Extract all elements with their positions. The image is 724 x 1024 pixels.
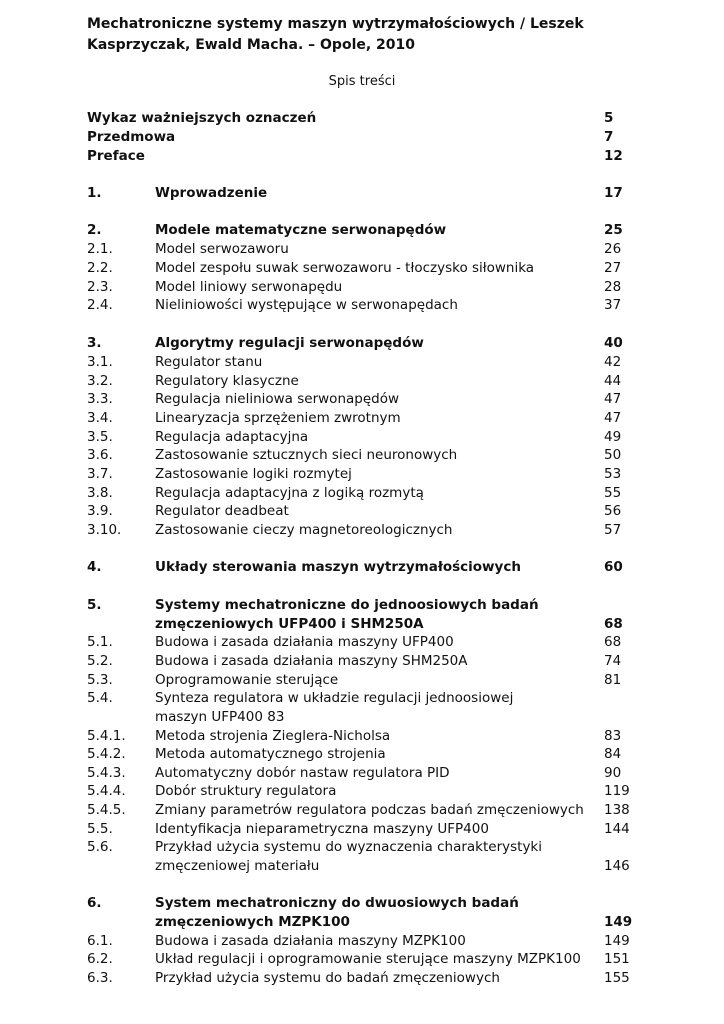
entry-title: Przedmowa: [87, 129, 176, 145]
entry-page: 60: [604, 559, 623, 575]
entry-number: 2.1.: [87, 241, 113, 257]
entry-page: 12: [604, 148, 623, 164]
entry-number: 5.4.3.: [87, 765, 126, 781]
entry-number: 3.3.: [87, 391, 113, 407]
entry-title-continued: zmęczeniowych UFP400 i SHM250A: [155, 616, 424, 632]
entry-page: 28: [604, 279, 622, 295]
entry-number: 3.6.: [87, 447, 113, 463]
entry-page: 57: [604, 522, 622, 538]
entry-number: 3.10.: [87, 522, 122, 538]
entry-page: 55: [604, 485, 622, 501]
entry-title: Zastosowanie logiki rozmytej: [155, 466, 352, 482]
entry-title: Budowa i zasada działania maszyny SHM250A: [155, 653, 468, 669]
entry-title: Oprogramowanie sterujące: [155, 672, 339, 688]
entry-title: Wprowadzenie: [155, 185, 268, 201]
entry-number: 4.: [87, 559, 102, 575]
entry-title: Układ regulacji i oprogramowanie sterujące maszyny MZPK100: [155, 951, 581, 967]
entry-page: 47: [604, 391, 622, 407]
entry-title: Dobór struktury regulatora: [155, 783, 337, 799]
title-line-1: Mechatroniczne systemy maszyn wytrzymałościowych / Leszek: [87, 16, 584, 32]
entry-page: 151: [604, 951, 630, 967]
entry-number: 3.4.: [87, 410, 113, 426]
entry-number: 2.3.: [87, 279, 113, 295]
entry-page: 44: [604, 373, 622, 389]
entry-number: 6.1.: [87, 933, 113, 949]
entry-title: Algorytmy regulacji serwonapędów: [155, 335, 424, 351]
entry-page: 84: [604, 746, 622, 762]
entry-number: 5.1.: [87, 634, 113, 650]
toc-heading: Spis treści: [328, 74, 396, 89]
entry-title-continued: zmęczeniowej materiału: [155, 858, 320, 874]
entry-number: 3.1.: [87, 354, 113, 370]
entry-page: 144: [604, 821, 630, 837]
entry-page: 90: [604, 765, 622, 781]
entry-number: 2.2.: [87, 260, 113, 276]
entry-page: 40: [604, 335, 623, 351]
entry-title: Regulator stanu: [155, 354, 263, 370]
entry-number: 5.6.: [87, 839, 113, 855]
entry-page: 17: [604, 185, 623, 201]
entry-page: 26: [604, 241, 622, 257]
entry-title: Budowa i zasada działania maszyny MZPK100: [155, 933, 466, 949]
entry-page: 47: [604, 410, 622, 426]
entry-number: 6.: [87, 895, 102, 911]
entry-title: Linearyzacja sprzężeniem zwrotnym: [155, 410, 401, 426]
entry-title: Model serwozaworu: [155, 241, 289, 257]
entry-number: 6.2.: [87, 951, 113, 967]
entry-page: 53: [604, 466, 622, 482]
entry-number: 5.4.: [87, 690, 113, 706]
entry-title: Model zespołu suwak serwozaworu - tłoczysko siłownika: [155, 260, 535, 276]
entry-page: 119: [604, 783, 630, 799]
entry-number: 5.: [87, 597, 102, 613]
entry-title: Identyfikacja nieparametryczna maszyny UFP400: [155, 821, 489, 837]
entry-number: 3.9.: [87, 503, 113, 519]
entry-title: Systemy mechatroniczne do jednoosiowych badań: [155, 597, 539, 613]
entry-page: 68: [604, 616, 623, 632]
entry-number: 5.3.: [87, 672, 113, 688]
entry-page: 37: [604, 297, 622, 313]
entry-title: Zastosowanie cieczy magnetoreologicznych: [155, 522, 453, 538]
entry-number: 5.4.2.: [87, 746, 126, 762]
entry-title: Zastosowanie sztucznych sieci neuronowych: [155, 447, 458, 463]
entry-page: 83: [604, 728, 622, 744]
entry-title-continued: maszyn UFP400 83: [155, 709, 285, 725]
entry-number: 5.4.1.: [87, 728, 126, 744]
entry-page: 49: [604, 429, 622, 445]
entry-page: 25: [604, 222, 623, 238]
entry-title: Regulatory klasyczne: [155, 373, 299, 389]
entry-page: 138: [604, 802, 630, 818]
entry-title: Regulator deadbeat: [155, 503, 289, 519]
entry-page: 149: [604, 914, 633, 930]
entry-number: 3.7.: [87, 466, 113, 482]
entry-title: Wykaz ważniejszych oznaczeń: [87, 110, 317, 126]
entry-number: 2.4.: [87, 297, 113, 313]
entry-title: Model liniowy serwonapędu: [155, 279, 343, 295]
entry-title: Metoda strojenia Zieglera-Nicholsa: [155, 728, 391, 744]
entry-title: Budowa i zasada działania maszyny UFP400: [155, 634, 454, 650]
document-title: [87, 14, 647, 56]
entry-number: 3.: [87, 335, 102, 351]
entry-number: 2.: [87, 222, 102, 238]
entry-title: Modele matematyczne serwonapędów: [155, 222, 447, 238]
entry-title: Synteza regulatora w układzie regulacji jednoosiowej: [155, 690, 514, 706]
entry-title: Przykład użycia systemu do wyznaczenia charakterystyki: [155, 839, 543, 855]
entry-title: Preface: [87, 148, 145, 164]
entry-page: 74: [604, 653, 622, 669]
entry-number: 6.3.: [87, 970, 113, 986]
entry-page: 7: [604, 129, 614, 145]
entry-number: 1.: [87, 185, 102, 201]
entry-title: System mechatroniczny do dwuosiowych badań: [155, 895, 519, 911]
entry-number: 5.4.4.: [87, 783, 126, 799]
entry-page: 5: [604, 110, 614, 126]
entry-number: 5.2.: [87, 653, 113, 669]
entry-title: Regulacja adaptacyjna z logiką rozmytą: [155, 485, 424, 501]
entry-title: Nieliniowości występujące w serwonapędach: [155, 297, 458, 313]
entry-number: 3.5.: [87, 429, 113, 445]
entry-number: 5.5.: [87, 821, 113, 837]
entry-title: Regulacja nieliniowa serwonapędów: [155, 391, 400, 407]
entry-page: 56: [604, 503, 622, 519]
entry-number: 5.4.5.: [87, 802, 126, 818]
entry-page: 149: [604, 933, 630, 949]
entry-page: 146: [604, 858, 630, 874]
entry-page: 155: [604, 970, 630, 986]
entry-title: Przykład użycia systemu do badań zmęczeniowych: [155, 970, 500, 986]
entry-page: 42: [604, 354, 622, 370]
entry-page: 27: [604, 260, 622, 276]
title-line-2: Kasprzyczak, Ewald Macha. – Opole, 2010: [87, 37, 416, 53]
entry-page: 50: [604, 447, 622, 463]
entry-number: 3.2.: [87, 373, 113, 389]
entry-page: 68: [604, 634, 622, 650]
entry-title: Metoda automatycznego strojenia: [155, 746, 386, 762]
entry-title-continued: zmęczeniowych MZPK100: [155, 914, 350, 930]
entry-title: Automatyczny dobór nastaw regulatora PID: [155, 765, 450, 781]
entry-page: 81: [604, 672, 622, 688]
entry-title: Układy sterowania maszyn wytrzymałościowych: [155, 559, 521, 575]
entry-title: Zmiany parametrów regulatora podczas badań zmęczeniowych: [155, 802, 584, 818]
entry-number: 3.8.: [87, 485, 113, 501]
entry-title: Regulacja adaptacyjna: [155, 429, 309, 445]
